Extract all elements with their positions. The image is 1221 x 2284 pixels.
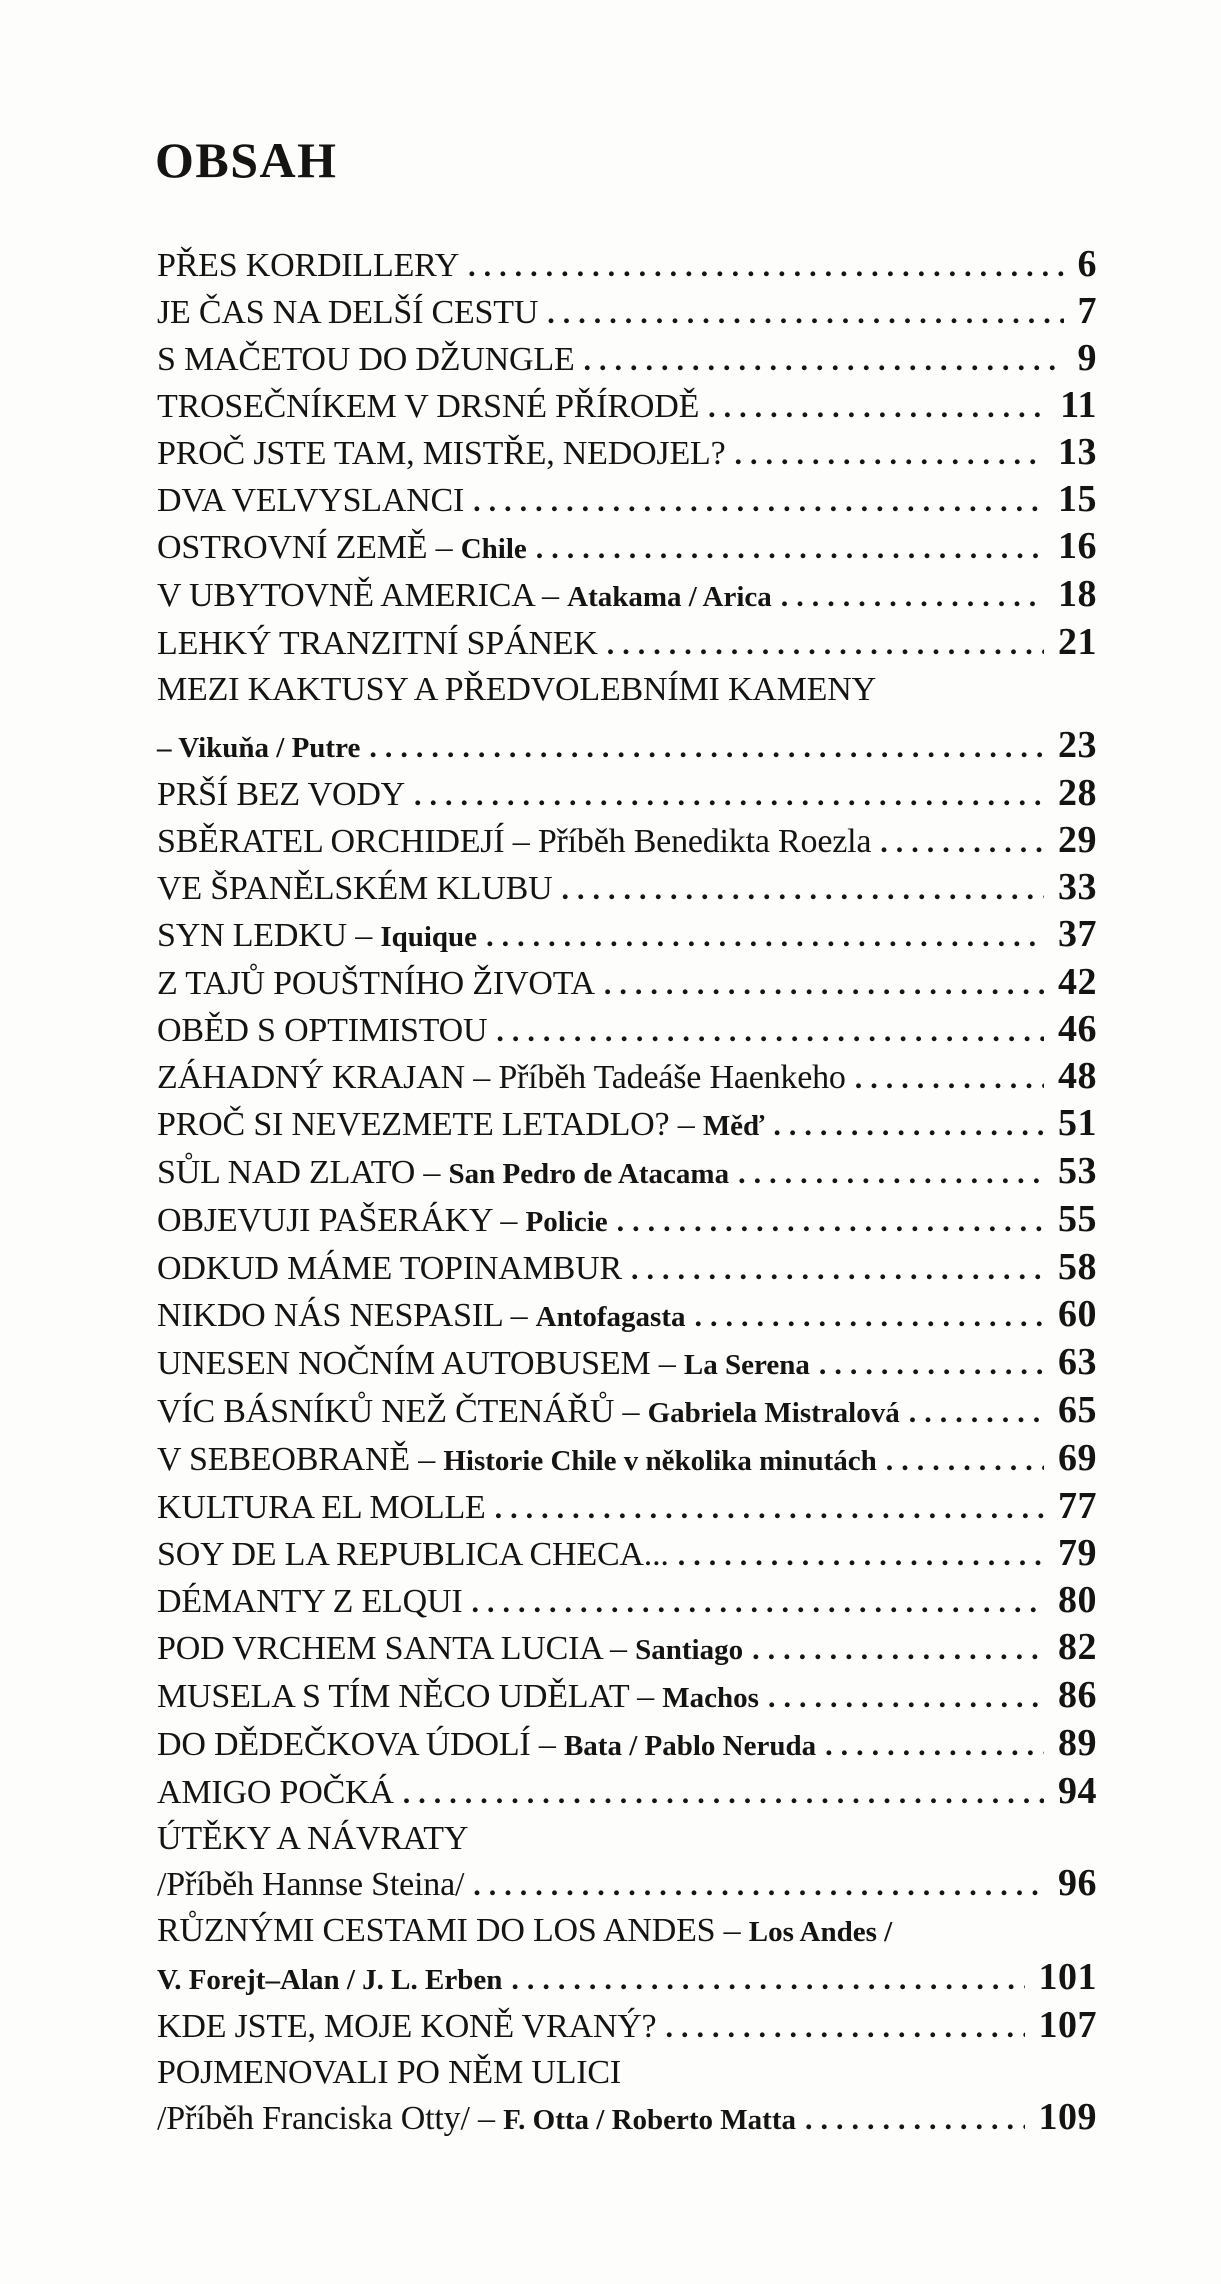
entry-segment-caps: SYN LEDKU – [157,917,381,954]
entry-text [157,290,538,335]
dot-leader [486,913,1044,959]
entry-segment-bold: Bata / Pablo Neruda [563,1730,817,1762]
entry-segment-caps: RŮZNÝMI CESTAMI DO LOS ANDES – [157,1912,749,1949]
page-number: 42 [1058,961,1097,1003]
entry-segment-reg: Příběh Benedikta Roezla [537,823,872,860]
page-number: 46 [1058,1008,1097,1050]
entry-text [157,1008,487,1053]
dot-leader [468,243,1063,289]
entry-text [157,2050,621,2095]
entry-segment-bold: – Vikuňa / Putre [157,732,361,764]
entry-text [157,1437,877,1484]
page-number: 13 [1058,431,1097,473]
entry-segment-caps: POD VRCHEM SANTA LUCIA – [157,1630,636,1667]
toc-entry [157,1388,1097,1436]
page-number: 63 [1058,1341,1097,1383]
entry-segment-bold: Chile [460,533,527,565]
entry-segment-caps: MUSELA S TÍM NĚCO UDĚLAT – [157,1678,663,1715]
toc-entry [157,1955,1097,2003]
entry-segment-bold: Gabriela Mistralová [647,1397,900,1429]
entry-text [157,1862,464,1907]
dot-leader [414,772,1044,818]
dot-leader [678,1532,1044,1578]
entry-segment-bold: Měď [702,1110,765,1142]
page-number: 16 [1058,525,1097,567]
entry-segment-bold: La Serena [683,1349,810,1381]
page-number: 15 [1058,478,1097,520]
dot-leader [473,1862,1044,1908]
page-number: 80 [1058,1579,1097,1621]
toc-entry [157,2003,1097,2050]
page-number: 94 [1058,1770,1097,1812]
dot-leader [752,1626,1044,1672]
dot-leader [473,478,1044,524]
dot-leader [495,1485,1044,1531]
page-number: 101 [1038,1956,1097,1998]
entry-segment-caps: SOY DE LA REPUBLICA CHECA... [157,1536,669,1573]
page-number: 69 [1058,1437,1097,1479]
entry-segment-caps: PROČ SI NEVEZMETE LETADLO? – [157,1106,703,1143]
page-number: 77 [1058,1485,1097,1527]
entry-text [157,621,598,666]
entry-text [157,1579,462,1624]
entry-segment-caps: POJMENOVALI PO NĚM ULICI [157,2054,621,2091]
entry-text [157,1102,764,1149]
dot-leader [734,431,1044,477]
page-number: 21 [1058,621,1097,663]
dot-leader [708,384,1046,430]
entry-text [157,431,725,476]
entry-text [157,243,459,288]
dot-leader [607,621,1044,667]
page-number: 89 [1058,1722,1097,1764]
dot-leader [369,724,1044,770]
toc-entry [157,289,1097,336]
toc-entry [157,771,1097,818]
entry-text [157,1198,608,1245]
toc-entry [157,1721,1097,1769]
entry-segment-reg: /Příběh Franciska Otty/ – [157,2100,504,2137]
toc-entry [157,620,1097,667]
entry-text [157,1532,669,1577]
entry-segment-caps: DÉMANTY Z ELQUI [157,1583,463,1620]
page-number: 55 [1058,1198,1097,1240]
dot-leader [695,1293,1044,1339]
toc-entry [157,1245,1097,1292]
page-number: 48 [1058,1055,1097,1097]
toc-entry [157,960,1097,1007]
page-number: 18 [1058,573,1097,615]
entry-segment-bold: Santiago [635,1634,744,1666]
entry-segment-caps: PŘES KORDILLERY [157,247,460,284]
dot-leader [825,1722,1044,1768]
entry-segment-bold: Historie Chile v několika minutách [443,1445,877,1477]
entry-segment-bold: Iquique [380,921,478,953]
toc-entry [157,1625,1097,1673]
entry-segment-caps: AMIGO POČKÁ [157,1774,394,1811]
entry-segment-caps: DO DĚDEČKOVA ÚDOLÍ – [157,1726,564,1763]
entry-text [157,1341,810,1388]
entry-text [157,2004,656,2049]
page-number: 86 [1058,1674,1097,1716]
entry-segment-caps: OBĚD S OPTIMISTOU [157,1012,488,1049]
entry-segment-caps: V SEBEOBRANĚ – [157,1441,444,1478]
toc-entry [157,1769,1097,1816]
toc-entry [157,1292,1097,1340]
page-number: 82 [1058,1626,1097,1668]
entry-segment-bold: Policie [525,1206,608,1238]
entry-text [157,1908,892,1955]
entry-segment-caps: KULTURA EL MOLLE [157,1489,486,1526]
entry-segment-bold: Machos [662,1682,759,1714]
dot-leader [617,1198,1044,1244]
page-number: 23 [1058,724,1097,766]
entry-segment-bold: Atakama / Arica [567,581,772,613]
dot-leader [880,819,1044,865]
toc-entry [157,1149,1097,1197]
toc-entry [157,723,1097,771]
dot-leader [604,961,1044,1007]
dot-leader [909,1389,1044,1435]
page-number: 53 [1058,1150,1097,1192]
page-number: 79 [1058,1532,1097,1574]
dot-leader [819,1341,1044,1387]
entry-text [157,573,772,620]
entry-text [157,1150,729,1197]
page-number: 29 [1058,819,1097,861]
entry-text [157,1956,502,2003]
page-number: 60 [1058,1293,1097,1335]
entry-text [157,819,871,864]
entry-text [157,478,464,523]
entry-segment-caps: SBĚRATEL ORCHIDEJÍ – [157,823,538,860]
dot-leader [584,337,1064,383]
entry-text [157,1055,846,1100]
dot-leader [536,525,1044,571]
toc-entry [157,1197,1097,1245]
entry-text [157,384,699,429]
toc-entry [157,1101,1097,1149]
entry-segment-caps: LEHKÝ TRANZITNÍ SPÁNEK [157,625,598,662]
page-number: 9 [1077,337,1097,379]
entry-segment-bold: Antofagasta [535,1301,686,1333]
entry-segment-caps: UNESEN NOČNÍM AUTOBUSEM – [157,1345,684,1382]
toc-entry [157,1861,1097,1908]
entry-segment-caps: OBJEVUJI PAŠERÁKY – [157,1202,526,1239]
page-number: 109 [1038,2096,1097,2138]
entry-text [157,1389,900,1436]
entry-text [157,525,527,572]
entry-segment-caps: ÚTĚKY A NÁVRATY [157,1820,469,1857]
entry-segment-reg: Příběh Tadeáše Haenkeho [498,1059,846,1096]
toc-entry [157,430,1097,477]
toc-entry [157,336,1097,383]
entry-text [157,1674,759,1721]
toc-list [157,242,1097,2143]
page-number: 58 [1058,1246,1097,1288]
entry-segment-caps: JE ČAS NA DELŠÍ CESTU [157,294,539,331]
entry-segment-caps: ZÁHADNÝ KRAJAN – [157,1059,499,1096]
dot-leader [403,1770,1044,1816]
entry-text [157,866,552,911]
page-number: 37 [1058,913,1097,955]
page-number: 6 [1077,243,1097,285]
page-number: 28 [1058,772,1097,814]
entry-segment-reg: /Příběh Hannse Steina/ [157,1866,465,1903]
toc-entry [157,667,1097,712]
entry-segment-bold: San Pedro de Atacama [448,1158,730,1190]
entry-segment-caps: PROČ JSTE TAM, MISTŘE, NEDOJEL? [157,435,726,472]
toc-entry [157,1054,1097,1101]
dot-leader [805,2096,1025,2142]
dot-leader [665,2004,1024,2050]
dot-leader [496,1008,1044,1054]
entry-segment-caps: V UBYTOVNĚ AMERICA – [157,577,568,614]
page-number: 96 [1058,1862,1097,1904]
dot-leader [471,1579,1044,1625]
dot-leader [773,1102,1044,1148]
entry-segment-caps: VÍC BÁSNÍKŮ NEŽ ČTENÁŘŮ – [157,1393,648,1430]
toc-entry [157,572,1097,620]
dot-leader [631,1246,1044,1292]
entry-segment-caps: KDE JSTE, MOJE KONĚ VRANÝ? [157,2008,657,2045]
entry-segment-caps: NIKDO NÁS NESPASIL – [157,1297,536,1334]
entry-segment-caps: VE ŠPANĚLSKÉM KLUBU [157,870,553,907]
toc-entry [157,1578,1097,1625]
entry-segment-caps: SŮL NAD ZLATO – [157,1154,449,1191]
page-number: 33 [1058,866,1097,908]
page-number: 11 [1060,384,1097,426]
dot-leader [511,1956,1024,2002]
page-number: 107 [1038,2004,1097,2046]
toc-entry [157,2050,1097,2095]
toc-entry [157,2095,1097,2143]
entry-text [157,2096,796,2143]
toc-entry [157,1436,1097,1484]
entry-segment-bold: Los Andes / [748,1916,893,1948]
toc-entry [157,383,1097,430]
dot-leader [547,290,1063,336]
toc-entry [157,1484,1097,1531]
toc-entry [157,477,1097,524]
entry-segment-caps: TROSEČNÍKEM V DRSNÉ PŘÍRODĚ [157,388,700,425]
entry-segment-caps: S MAČETOU DO DŽUNGLE [157,341,575,378]
entry-segment-caps: OSTROVNÍ ZEMĚ – [157,529,461,566]
toc-entry [157,524,1097,572]
dot-leader [738,1150,1044,1196]
dot-leader [768,1674,1044,1720]
page-title: OBSAH [155,132,338,188]
entry-text [157,667,876,712]
entry-text [157,1722,816,1769]
entry-text [157,772,405,817]
entry-text [157,337,575,382]
toc-entry [157,1908,1097,1955]
entry-text [157,1816,468,1861]
toc-entry [157,1340,1097,1388]
entry-segment-bold: V. Forejt–Alan / J. L. Erben [157,1964,503,1996]
toc-entry [157,1531,1097,1578]
entry-segment-caps: ODKUD MÁME TOPINAMBUR [157,1250,622,1287]
toc-entry [157,912,1097,960]
toc-entry [157,818,1097,865]
page-number: 65 [1058,1389,1097,1431]
dot-leader [561,866,1044,912]
entry-segment-caps: PRŠÍ BEZ VODY [157,776,406,813]
entry-text [157,1485,486,1530]
entry-text [157,1626,743,1673]
page-number: 7 [1077,290,1097,332]
page-number: 51 [1058,1102,1097,1144]
toc-entry [157,865,1097,912]
entry-text [157,961,595,1006]
entry-segment-caps: Z TAJŮ POUŠTNÍHO ŽIVOTA [157,965,595,1002]
entry-text [157,724,360,771]
toc-entry [157,242,1097,289]
entry-text [157,1770,394,1815]
toc-entry [157,1007,1097,1054]
entry-text [157,1246,622,1291]
entry-segment-bold: F. Otta / Roberto Matta [503,2104,796,2136]
toc-entry [157,1673,1097,1721]
entry-segment-caps: MEZI KAKTUSY A PŘEDVOLEBNÍMI KAMENY [157,671,876,708]
entry-text [157,913,477,960]
entry-text [157,1293,686,1340]
dot-leader [781,573,1044,619]
dot-leader [886,1437,1044,1483]
entry-segment-caps: DVA VELVYSLANCI [157,482,465,519]
toc-entry [157,1816,1097,1861]
dot-leader [855,1055,1044,1101]
